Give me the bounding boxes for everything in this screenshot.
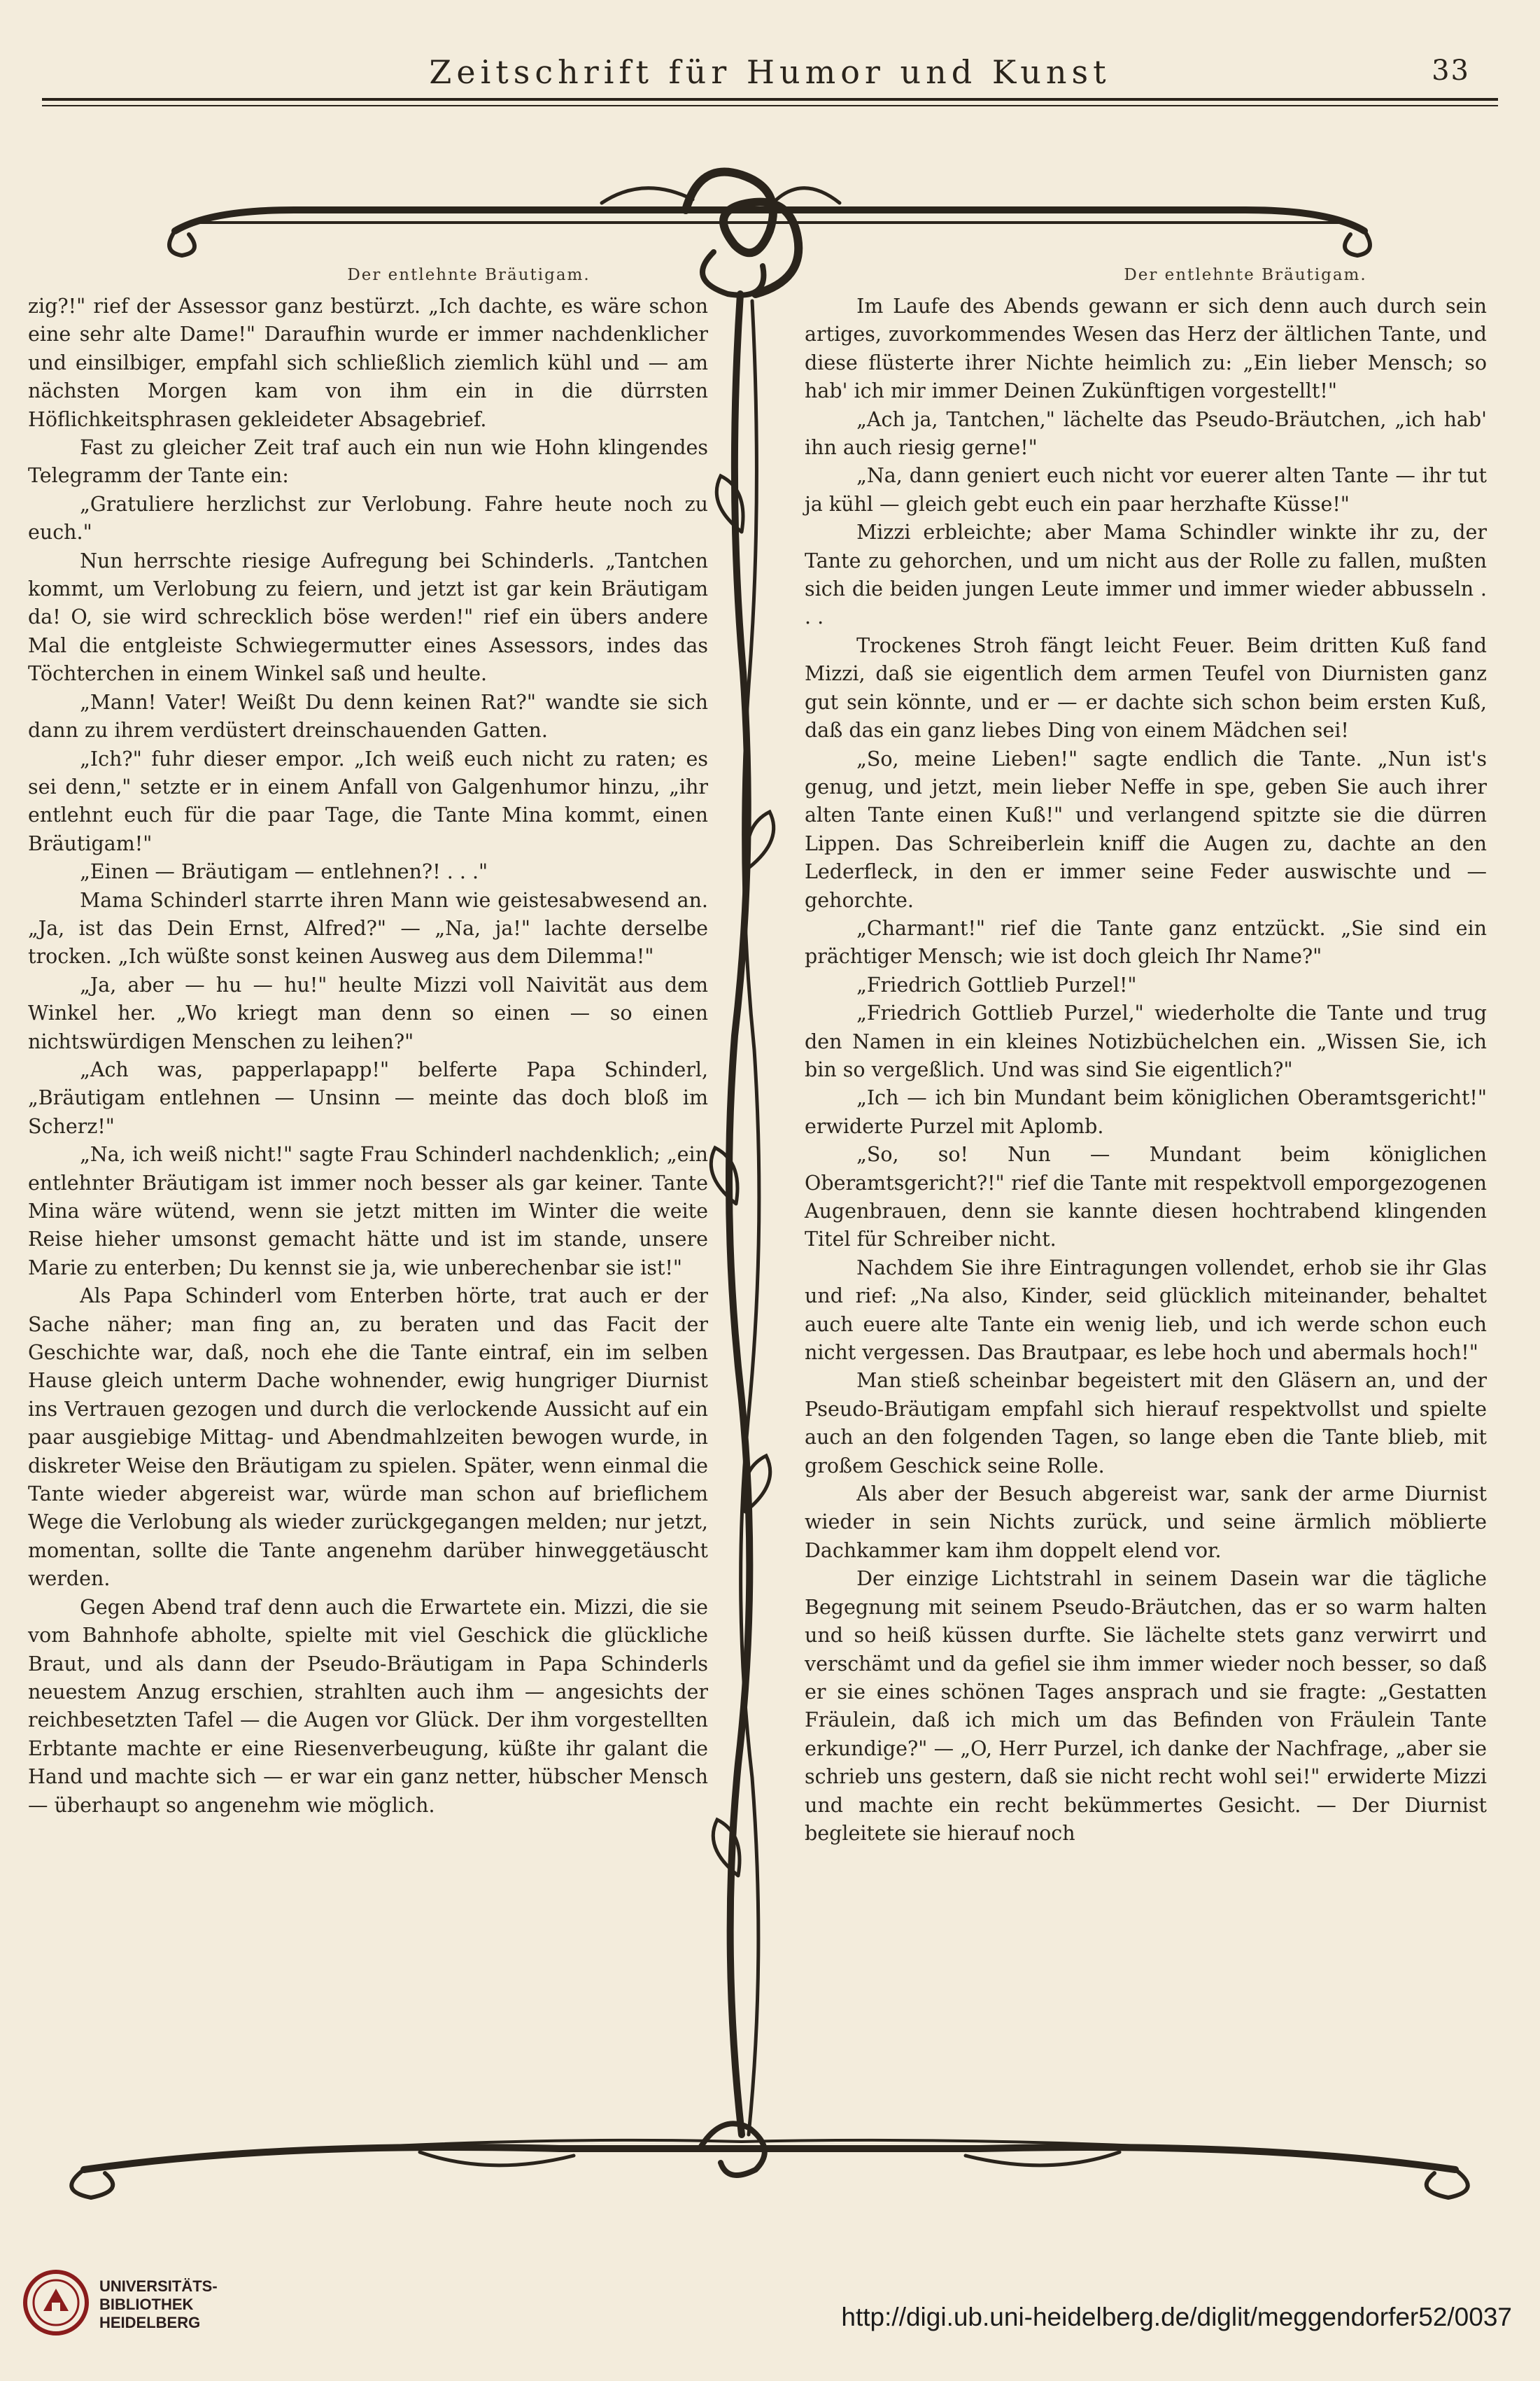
paragraph: Mama Schinderl starrte ihren Mann wie geistesabwesend an. „Ja, ist das Dein Ernst, Alfred?" — „Na, ja!" lachte derselbe trocken. „Ich wüßte sonst keinen Ausweg aus dem Dilemma!" (28, 888, 708, 969)
paragraph: Man stieß scheinbar begeistert mit den Gläsern an, und der Pseudo-Bräutigam empfahl sich hierauf respektvollst und spielte auch an den folgenden Tagen, so lange eben die Tante blieb, mit großem Geschick seine Rolle. (805, 1369, 1487, 1477)
right-text-column (805, 293, 1487, 1848)
vine-leaf-2 (747, 812, 774, 868)
paragraph: Trockenes Stroh fängt leicht Feuer. Beim dritten Kuß fand Mizzi, daß sie eigentlich dem armen Teufel von Diurnisten ganz gut sein könnte, und er — er dachte sich schon beim ersten Kuß, daß das ein ganz liebes Ding von einem Mädchen sei! (805, 633, 1487, 743)
vine-leaf-4 (744, 1456, 770, 1512)
paragraph: „Mann! Vater! Weißt Du denn keinen Rat?" wandte sie sich dann zu ihrem verdüstert dreinschauenden Gatten. (28, 690, 708, 743)
paragraph: Als Papa Schinderl vom Enterben hörte, trat auch er der Sache näher; man fing an, zu beraten und das Facit der Geschichte war, daß, noch ehe die Tante eintraf, ein im selben Hause gleich unterm Dache wohnender, ewig hungriger Diurnist ins Vertrauen gezogen und durch die verlockende Aussicht auf ein paar ausgiebige Mittag- und Abendmahlzeiten bewogen wurde, in diskreter Weise den Bräutigam zu spielen. Später, wenn einmal die Tante wieder abgereist war, würde man schon auf brieflichem Wege die Verlobung als wieder zurückgegangen melden; nur jetzt, momentan, sollte die Tante angenehm darüber hinweggetäuscht werden. (28, 1284, 708, 1591)
paragraph: „Na, dann geniert euch nicht vor euerer alten Tante — ihr tut ja kühl — gleich gebt euch ein paar herzhafte Küsse!" (805, 464, 1487, 516)
page-number: 33 (1432, 55, 1470, 87)
vertical-vine-twin (741, 301, 759, 2135)
knot-leaf-left (602, 188, 693, 203)
paragraph: zig?!" rief der Assessor ganz bestürzt. „Ich dachte, es wäre schon eine sehr alte Dame!" Daraufhin wurde er immer nachdenklicher und einsilbiger, empfahl sich schließlich ziemlich kühl und — am nächsten Morgen kam von ihm ein in die dürrsten Höflichkeitsphrasen gekleideter Absagebrief. (28, 295, 708, 431)
paragraph: „Na, ich weiß nicht!" sagte Frau Schinderl nachdenklich; „ein entlehnter Bräutigam ist immer noch besser als gar keiner. Tante Mina wäre wütend, wenn sie jetzt mitten im Winter die weite Reise hieher umsonst gemacht hätte und ist im stande, unsere Marie zu enterben; Du kennst sie ja, wie unberechenbar sie ist!" (28, 1143, 708, 1279)
paragraph: Als aber der Besuch abgereist war, sank der arme Diurnist wieder in sein Nichts zurück, und seine ärmlich möblierte Dachkammer kam ihm doppelt elend vor. (805, 1482, 1487, 1562)
top-right-curl (1345, 231, 1370, 255)
bottom-bar (84, 2147, 1455, 2170)
paragraph: „Einen — Bräutigam — entlehnen?! . . ." (80, 860, 488, 884)
running-head (28, 42, 1512, 98)
paragraph: „Charmant!" rief die Tante ganz entzückt. „Sie sind ein prächtiger Mensch; wie ist doch gleich Ihr Name?" (805, 916, 1487, 969)
vertical-vine (729, 294, 749, 2135)
bottom-knot (700, 2123, 765, 2175)
paragraph: „Ich — ich bin Mundant beim königlichen Oberamtsgericht!" erwiderte Purzel mit Aplomb. (805, 1086, 1487, 1138)
bottom-swirl-left (420, 2152, 574, 2165)
library-name (99, 2277, 218, 2332)
vine-leaf-5 (713, 1820, 740, 1876)
source-url-link[interactable]: http://digi.ub.uni-heidelberg.de/diglit/meggendorfer52/0037 (841, 2303, 1512, 2331)
paragraph: „Ja, aber — hu — hu!" heulte Mizzi voll Naivität aus dem Winkel her. „Wo kriegt man denn so einen — so einen nichtswürdigen Menschen zu leihen?" (28, 973, 708, 1053)
paragraph: Nachdem Sie ihre Eintragungen vollendet, erhob sie ihr Glas und rief: „Na also, Kinder, seid glücklich miteinander, behaltet auch euere alte Tante ein wenig lieb, und ich werde schon euch nicht vergessen. Das Brautpaar, es lebe hoch und abermals hoch!" (805, 1256, 1487, 1365)
paragraph: „Friedrich Gottlieb Purzel," wiederholte die Tante und trug den Namen in ein kleines Notizbüchelchen ein. „Wissen Sie, ich bin so vergeßlich. Und was sind Sie eigentlich?" (805, 1002, 1487, 1081)
paragraph: Der einzige Lichtstrahl in seinem Dasein war die tägliche Begegnung mit seinem Pseudo-Bräutchen, das er so warm halten und so heiß küssen durfte. Sie lächelte stets ganz verwirrt und verschämt und da gefiel sie ihm immer wieder noch besser, so daß er sie eines schönen Tages ansprach und sie fragte: „Gestatten Fräulein, daß ich mich um das Befinden von Fräulein Tante erkundige?" — „O, Herr Purzel, ich danke der Nachfrage, „aber sie schrieb uns gestern, daß sie nicht recht wohl sei!" erwiderte Mizzi und machte ein recht bekümmertes Gesicht. — Der Diurnist begleitete sie hierauf noch (805, 1567, 1487, 1845)
vine-leaf-1 (716, 476, 743, 532)
left-text-column (28, 293, 708, 1820)
paragraph: Nun herrschte riesige Aufregung bei Schinderls. „Tantchen kommt, um Verlobung zu feiern, und jetzt ist gar kein Bräutigam da! O, sie wird schrecklich böse werden!" rief ein übers andere Mal die entgleiste Schwiegermutter eines Assessors, indes das Töchterchen in einem Winkel saß und heulte. (28, 549, 708, 686)
library-line: UNIVERSITÄTS- (99, 2277, 218, 2295)
paragraph: „Friedrich Gottlieb Purzel!" (856, 973, 1137, 997)
bottom-swirl-right (966, 2152, 1119, 2165)
header-rule (42, 98, 1498, 106)
paragraph: „Ach ja, Tantchen," lächelte das Pseudo-Bräutchen, „ich hab' ihn auch riesig gerne!" (805, 407, 1487, 460)
paragraph: Gegen Abend traf denn auch die Erwartete ein. Mizzi, die sie vom Bahnhofe abholte, spielte mit viel Geschick die glückliche Braut, und als dann der Pseudo-Bräutigam in Papa Schinderls neuestem Anzug erschien, strahlten auch ihm — angesichts der reichbesetzten Tafel — die Augen vor Glück. Der ihm vorgestellten Erbtante machte er eine Riesenverbeugung, küßte ihr galant die Hand und machte sich — er war ein ganz netter, hübscher Mensch — überhaupt so angenehm wie möglich. (28, 1595, 708, 1817)
left-column-heading: Der entlehnte Bräutigam. (347, 266, 591, 284)
paragraph: Mizzi erbleichte; aber Mama Schindler winkte ihr zu, der Tante zu gehorchen, und um nicht aus der Rolle zu fallen, mußten sich die beiden jungen Leute immer und immer wieder abbusseln . . . (805, 521, 1487, 629)
paragraph: „Ach was, papperlapapp!" belferte Papa Schinderl, „Bräutigam entlehnen — Unsinn — meinte das doch bloß im Scherz!" (28, 1058, 708, 1138)
library-logo[interactable] (21, 2268, 301, 2352)
knot-leaf-right (777, 188, 840, 203)
university-seal-icon (21, 2268, 91, 2338)
journal-title: Zeitschrift für Humor und Kunst (429, 53, 1111, 91)
vine-leaf-3 (711, 1148, 737, 1204)
library-line: HEIDELBERG (99, 2314, 201, 2331)
bottom-bar-shadow (140, 2140, 1399, 2161)
top-bar (175, 210, 1364, 231)
top-left-curl (169, 231, 195, 255)
paragraph: „So, meine Lieben!" sagte endlich die Tante. „Nun ist's genug, und jetzt, mein lieber Neffe in spe, geben Sie auch ihrer alten Tante einen Kuß!" und verlangend spitzte sie die dürren Lippen. Das Schreiberlein kniff die Augen zu, dachte an den Lederfleck, in den er immer seine Feder auswischte und — gehorchte. (805, 747, 1487, 912)
paragraph: „Ich?" fuhr dieser empor. „Ich weiß euch nicht zu raten; es sei denn," setzte er in einem Anfall von Galgenhumor hinzu, „ihr entlehnt euch für die paar Tage, die Tante Mina kommt, einen Bräutigam!" (28, 747, 708, 855)
paragraph: Im Laufe des Abends gewann er sich denn auch durch sein artiges, zuvorkommendes Wesen das Herz der ältlichen Tante, und diese flüsterte ihrer Nichte heimlich zu: „Ein lieber Mensch; so hab' ich mir immer Deinen Zukünftigen vorgestellt!" (805, 295, 1487, 403)
right-column-heading: Der entlehnte Bräutigam. (1124, 266, 1367, 284)
paragraph: Fast zu gleicher Zeit traf auch ein nun wie Hohn klingendes Telegramm der Tante ein: (28, 436, 708, 488)
bottom-right-flourish (1427, 2170, 1468, 2198)
bottom-left-flourish (71, 2170, 113, 2198)
library-line: BIBLIOTHEK (99, 2296, 194, 2313)
paragraph: „So, so! Nun — Mundant beim königlichen Oberamtsgericht?!" rief die Tante mit respektvoll emporgezogenen Augenbrauen, denn sie kannte diesen hochtrabend klingenden Titel für Schreiber nicht. (805, 1143, 1487, 1251)
paragraph: „Gratuliere herzlichst zur Verlobung. Fahre heute noch zu euch." (28, 492, 708, 545)
